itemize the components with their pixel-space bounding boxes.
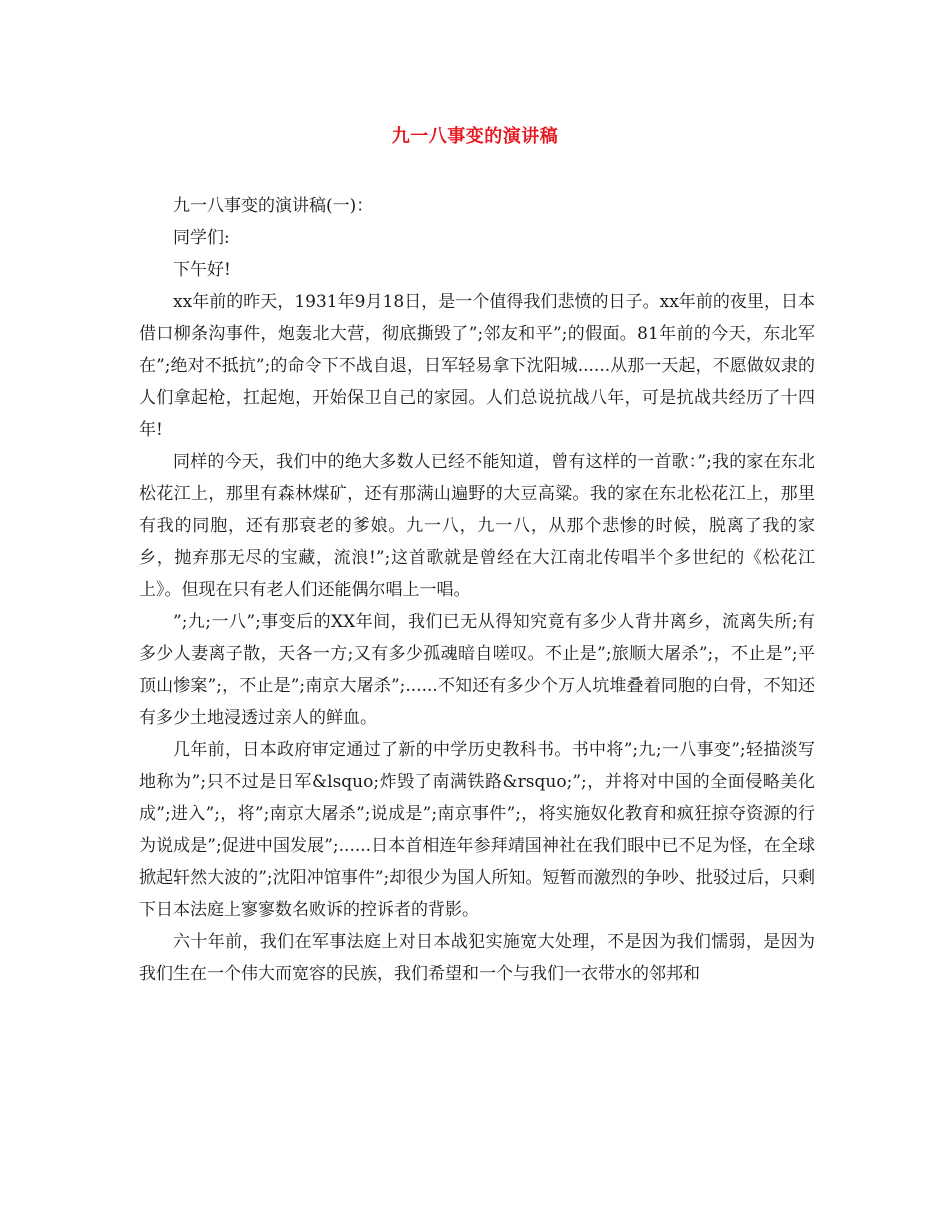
paragraph: 六十年前，我们在军事法庭上对日本战犯实施宽大处理，不是因为我们懦弱，是因为我们生在一个伟大而宽容的民族，我们希望和一个与我们一衣带水的邻邦和: [139, 932, 815, 984]
paragraph-heading: 九一八事变的演讲稿(一)：: [173, 196, 374, 216]
paragraph: 几年前，日本政府审定通过了新的中学历史教科书。书中将”;九;一八事变”;轻描淡写地称为”;只不过是日军&lsquo;炸毁了南满铁路&rsquo;”;，并将对中国的全面侵略美化成”;进入”;，将”;南京大屠杀”;说成是”;南京事件”;，将实施奴化教育和疯狂掠夺资源的行为说成是”;促进中国发展”;......日本首相连年参拜靖国神社在我们眼中已不足为怪，在全球掀起轩然大波的”;沈阳冲馆事件”;却很少为国人所知。短暂而激烈的争吵、批驳过后，只剩下日本法庭上寥寥数名败诉的控诉者的背影。: [139, 740, 815, 920]
document-body: [139, 190, 815, 990]
paragraph: xx年前的昨天，1931年9月18日，是一个值得我们悲愤的日子。xx年前的夜里，日本借口柳条沟事件，炮轰北大营，彻底撕毁了”;邻友和平”;的假面。81年前的今天，东北军在”;绝对不抵抗”;的命令下不战自退，日军轻易拿下沈阳城......从那一天起，不愿做奴隶的人们拿起枪，扛起炮，开始保卫自己的家园。人们总说抗战八年，可是抗战共经历了十四年!: [139, 292, 815, 440]
paragraph-salutation: 同学们:: [173, 228, 230, 248]
paragraph-greeting: 下午好!: [173, 260, 231, 280]
paragraph: ”;九;一八”;事变后的XX年间，我们已无从得知究竟有多少人背井离乡，流离失所;有多少人妻离子散，天各一方;又有多少孤魂暗自嗟叹。不止是”;旅顺大屠杀”;，不止是”;平顶山惨案”;，不止是”;南京大屠杀”;......不知还有多少个万人坑堆叠着同胞的白骨，不知还有多少土地浸透过亲人的鲜血。: [139, 612, 815, 728]
document-title: 九一八事变的演讲稿: [391, 126, 559, 147]
paragraph: 同样的今天，我们中的绝大多数人已经不能知道，曾有这样的一首歌：”;我的家在东北松花江上，那里有森林煤矿，还有那满山遍野的大豆高粱。我的家在东北松花江上，那里有我的同胞，还有那衰老的爹娘。九一八，九一八，从那个悲惨的时候，脱离了我的家乡，抛弃那无尽的宝藏，流浪!”;这首歌就是曾经在大江南北传唱半个多世纪的《松花江上》。但现在只有老人们还能偶尔唱上一唱。: [139, 452, 815, 600]
